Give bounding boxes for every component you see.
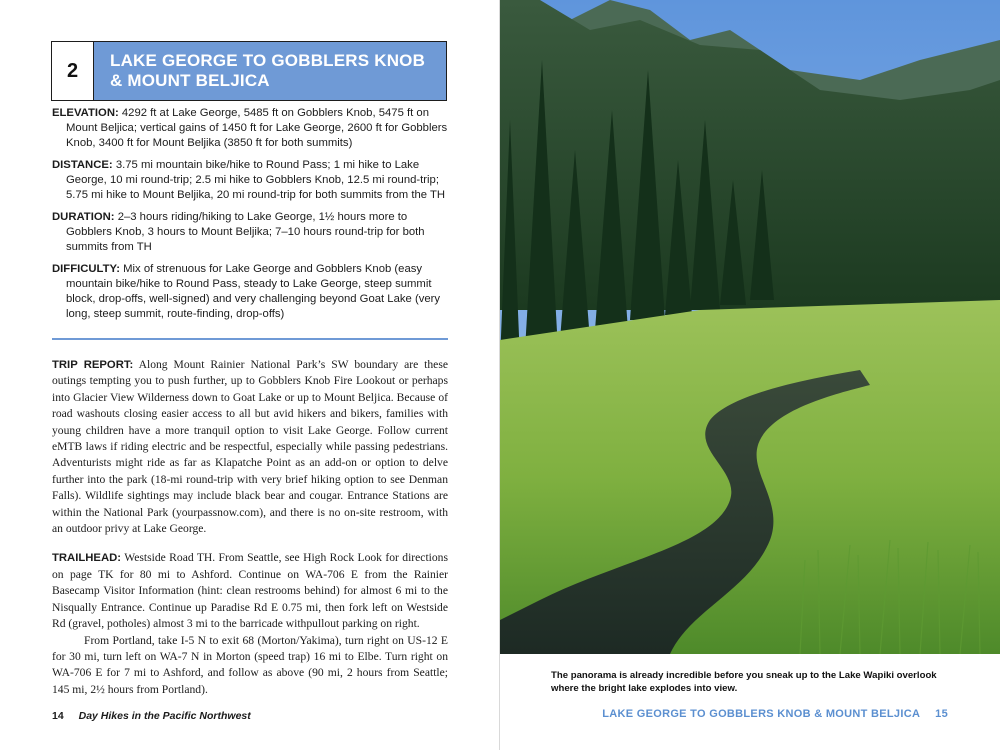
- stat-label: DURATION:: [52, 211, 115, 223]
- page-number-left: 14: [52, 710, 64, 722]
- stat-text: Mix of strenuous for Lake George and Gobblers Knob (easy mountain bike/hike to Round Pass, steady to Lake George, steep summit block, drop-offs, well-signed) and very challenging beyond Goat Lake (very long, steep summit, route-finding, drop-offs): [66, 263, 441, 320]
- stat-duration: [52, 210, 448, 255]
- stat-text: 2–3 hours riding/hiking to Lake George, 1½ hours more to Gobblers Knob, 3 hours to Mount Beljika; 7–10 hours round-trip for both summits from TH: [66, 211, 425, 253]
- hike-title-banner: [94, 42, 446, 100]
- hike-title: LAKE GEORGE TO GOBBLERS KNOB & MOUNT BELJICA: [110, 51, 426, 90]
- trailhead-text: Westside Road TH. From Seattle, see High Rock Look for directions on page TK for 80 mi to Ashford. Continue on WA-706 E from the Rainier Basecamp Visitor Information (hint: clean restrooms behind) for almost 6 mi to the Nisqually Entrance. Continue up Paradise Rd E 0.75 mi, then fork left on Westside Rd (gravel, potholes) almost 3 mi to the barricade withpullout parking on right.: [52, 551, 448, 631]
- stat-text: 3.75 mi mountain bike/hike to Round Pass; 1 mi hike to Lake George, 10 mi round-trip; 2.5 mi hike to Gobblers Knob, 12.5 mi round-trip; 5.75 mi hike to Mount Beljika, 20 mi round-trip for both summits from the TH: [66, 159, 446, 201]
- meadow-photo: [500, 0, 1000, 654]
- trailhead-label: TRAILHEAD:: [52, 552, 122, 565]
- stat-label: DIFFICULTY:: [52, 263, 120, 275]
- trip-report: [52, 357, 448, 537]
- stat-label: ELEVATION:: [52, 107, 119, 119]
- page-number-right: 15: [935, 708, 948, 720]
- photo-caption: The panorama is already incredible before you sneak up to the Lake Wapiki overlook where the bright lake explodes into view.: [551, 670, 937, 694]
- stat-label: DISTANCE:: [52, 159, 113, 171]
- stat-elevation: [52, 106, 448, 151]
- hike-stats: [52, 106, 448, 329]
- hike-header: [51, 41, 447, 101]
- right-footer: [602, 708, 948, 720]
- right-page: [500, 0, 1000, 750]
- section-divider: [52, 338, 448, 340]
- trailhead-portland: From Portland, take I-5 N to exit 68 (Morton/Yakima), turn right on US-12 E for 30 mi, turn left on WA-7 N in Morton (speed trap) 16 mi to Elbe. Turn right on WA-706 E for 7 mi to Ashford, and follow as above (90 mi, 2 hours from Seattle; 145 mi, 2½ hours from Portland).: [52, 633, 448, 696]
- running-head: LAKE GEORGE TO GOBBLERS KNOB & MOUNT BELJICA: [602, 708, 920, 720]
- stat-distance: [52, 158, 448, 203]
- stat-text: 4292 ft at Lake George, 5485 ft on Gobblers Knob, 5475 ft on Mount Beljica; vertical gains of 1450 ft for Lake George, 2600 ft for Gobblers Knob, 3400 ft for Mount Beljika (3850 ft for both summits): [66, 107, 448, 149]
- left-footer: [52, 710, 251, 722]
- stat-difficulty: [52, 262, 448, 322]
- trip-report-text: Along Mount Rainier National Park’s SW boundary are these outings tempting you to push further, up to Gobblers Knob Fire Lookout or perhaps into Glacier View Wilderness down to Goat Lake or up to Mount Beljica. Because of road washouts closing easier access to all but avid hikers and bikers, families with young children have a more tranquil option to visit Lake George. Follow current eMTB laws if riding electric and be respectful, especially while passing pedestrians. Adventurists might ride as far as Klapatche Point as an add-on or option to delve further into the park (18-mi round-trip with very brief hiking option to see Denman Falls). Wildlife sightings may include black bear and cougar. Entrance Stations are within the National Park (yourpassnow.com), and there is no on-site restroom, with an outdoor privy at Lake George.: [52, 358, 448, 536]
- book-title: Day Hikes in the Pacific Northwest: [78, 710, 251, 722]
- trip-report-label: TRIP REPORT:: [52, 359, 134, 371]
- trailhead: [52, 550, 448, 632]
- body-text: [52, 357, 448, 698]
- hike-number: 2: [52, 42, 94, 100]
